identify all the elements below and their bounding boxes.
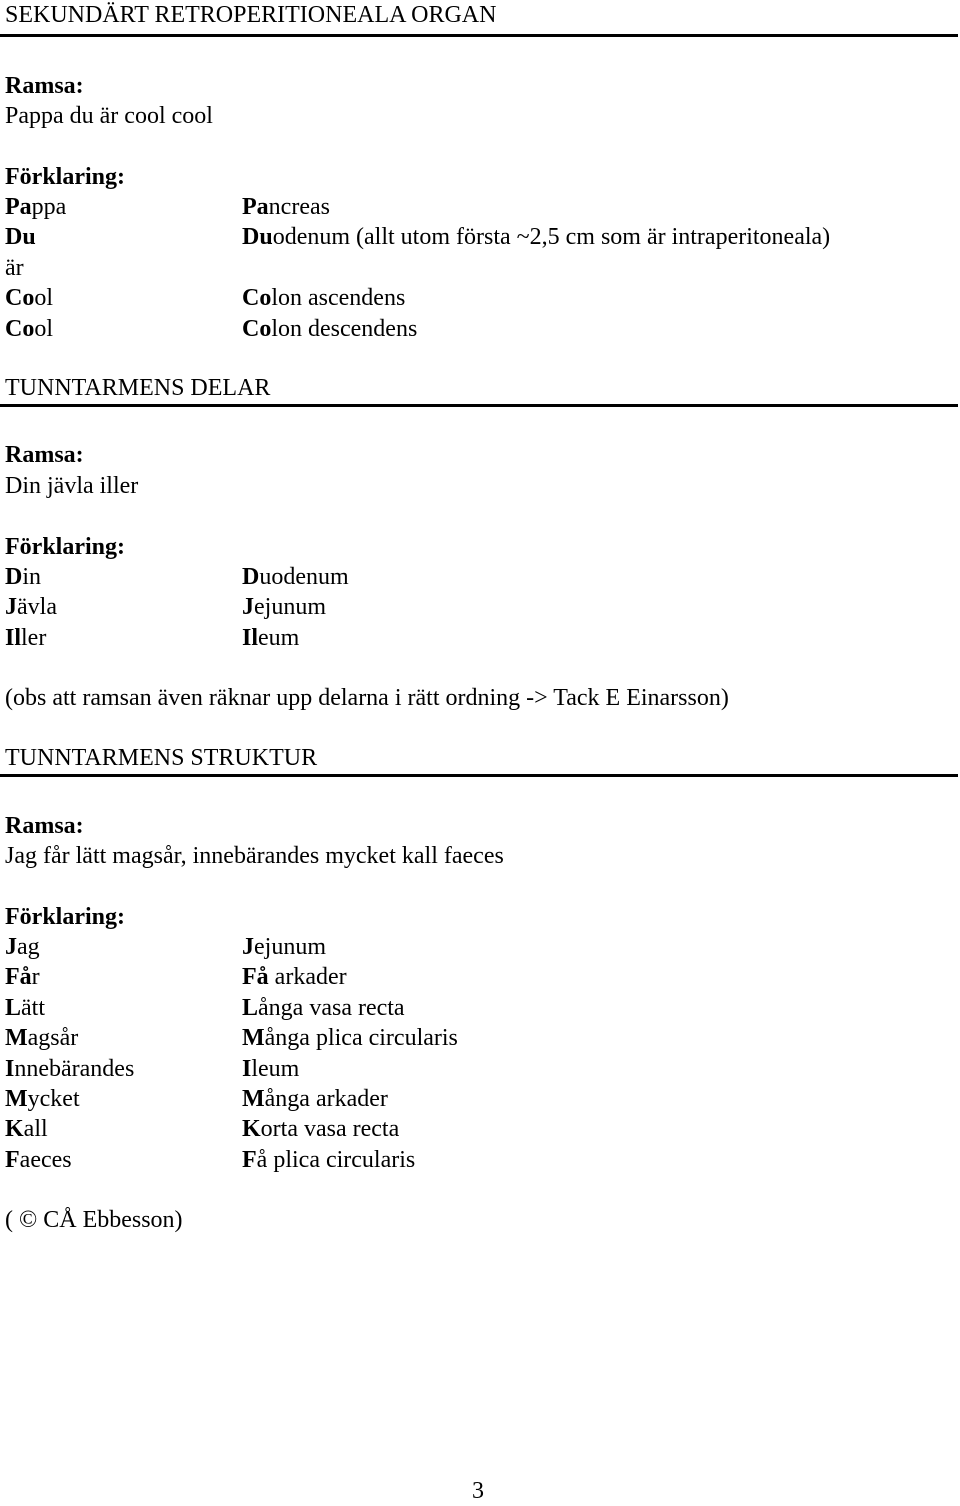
anatomy-term	[242, 562, 349, 592]
word-rest: orta vasa recta	[260, 1116, 400, 1143]
word-rest: nnebärandes	[14, 1055, 135, 1082]
mnemonic-word	[5, 592, 57, 622]
anatomy-term	[242, 932, 326, 962]
mnemonic-letters: K	[242, 1116, 261, 1143]
ramsa-text: Jag får lätt magsår, innebärandes mycket kall faeces	[5, 843, 504, 869]
footer-credit: ( © CÅ Ebbesson)	[5, 1207, 183, 1233]
anatomy-term	[242, 962, 347, 992]
mnemonic-letters: I	[5, 1055, 15, 1082]
mnemonic-letters: F	[5, 1146, 20, 1173]
word-rest: ejunum	[254, 594, 326, 621]
mnemonic-letters: Il	[5, 624, 22, 651]
mnemonic-letters: M	[242, 1025, 265, 1052]
anatomy-term	[242, 1084, 388, 1114]
page-number: 3	[472, 1478, 484, 1504]
section-heading: SEKUNDÄRT RETROPERITIONEALA ORGAN	[5, 2, 497, 28]
mnemonic-letters: Pa	[242, 194, 269, 220]
word-rest: all	[23, 1116, 48, 1143]
word-rest: ejunum	[254, 934, 326, 960]
heading-rule	[0, 34, 958, 37]
mnemonic-word	[5, 1084, 80, 1114]
mnemonic-word	[5, 1114, 48, 1144]
ramsa-text: Pappa du är cool cool	[5, 103, 213, 129]
section-heading: TUNNTARMENS STRUKTUR	[5, 745, 318, 771]
mnemonic-letters: Pa	[5, 194, 32, 220]
word-rest: arkader	[268, 964, 347, 991]
mnemonic-word	[5, 283, 53, 313]
anatomy-term	[242, 314, 417, 344]
word-rest: agsår	[27, 1025, 79, 1052]
anatomy-term	[242, 1054, 299, 1084]
ramsa-label: Ramsa:	[5, 442, 84, 468]
anatomy-term	[242, 623, 299, 653]
mnemonic-word	[5, 932, 40, 962]
mnemonic-letters: J	[242, 594, 254, 621]
word-rest: eum	[258, 624, 300, 651]
anatomy-term	[242, 283, 405, 313]
word-rest: in	[22, 564, 42, 590]
word-rest: uodenum	[259, 564, 349, 590]
ramsa-label: Ramsa:	[5, 73, 84, 99]
forklaring-label: Förklaring:	[5, 164, 125, 190]
mnemonic-letters: J	[242, 934, 254, 960]
mnemonic-letters: Du	[5, 224, 36, 251]
mnemonic-letters: D	[242, 564, 260, 590]
mnemonic-letters: Co	[242, 285, 272, 312]
mnemonic-word	[5, 623, 46, 653]
anatomy-term	[242, 192, 330, 222]
mnemonic-word	[5, 253, 24, 283]
heading-rule	[0, 404, 958, 407]
mnemonic-letters: Co	[5, 315, 35, 342]
mnemonic-word	[5, 192, 66, 222]
mnemonic-word	[5, 1054, 134, 1084]
mnemonic-letters: D	[5, 564, 23, 590]
word-rest: ånga arkader	[264, 1086, 388, 1112]
heading-rule	[0, 774, 958, 777]
mnemonic-letters: M	[242, 1086, 265, 1112]
word-rest: lon descendens	[271, 315, 418, 342]
mnemonic-word	[5, 222, 36, 252]
word-rest: leum	[251, 1055, 300, 1082]
section-heading: TUNNTARMENS DELAR	[5, 375, 271, 401]
mnemonic-letters: Få	[242, 964, 269, 991]
anatomy-term	[242, 1023, 458, 1053]
word-rest: ag	[17, 934, 40, 960]
mnemonic-word	[5, 993, 45, 1023]
mnemonic-letters: L	[5, 994, 22, 1021]
mnemonic-word	[5, 562, 41, 592]
word-rest: ävla	[17, 594, 57, 621]
word-rest: ycket	[27, 1086, 80, 1112]
mnemonic-word	[5, 1145, 72, 1175]
mnemonic-letters: L	[242, 994, 259, 1021]
mnemonic-letters: Il	[242, 624, 259, 651]
mnemonic-word	[5, 962, 40, 992]
word-rest: ånga vasa recta	[258, 994, 405, 1021]
word-rest: å plica circularis	[256, 1146, 416, 1173]
mnemonic-letters: I	[242, 1055, 252, 1082]
anatomy-term	[242, 222, 830, 252]
ramsa-label: Ramsa:	[5, 813, 84, 839]
word-rest: ol	[34, 315, 54, 342]
mnemonic-letters: M	[5, 1086, 28, 1112]
word-rest: ler	[21, 624, 47, 651]
mnemonic-word	[5, 1023, 78, 1053]
forklaring-label: Förklaring:	[5, 904, 125, 930]
mnemonic-letters: Få	[5, 964, 32, 991]
word-rest: r	[31, 964, 40, 991]
word-rest: ppa	[31, 194, 67, 220]
anatomy-term	[242, 592, 326, 622]
word-rest: odenum (allt utom första ~2,5 cm som är intraperitoneala)	[272, 224, 831, 251]
note-text: (obs att ramsan även räknar upp delarna i rätt ordning -> Tack E Einarsson)	[5, 685, 729, 711]
mnemonic-letters: J	[5, 934, 17, 960]
ramsa-text: Din jävla iller	[5, 473, 139, 499]
word-rest: ånga plica circularis	[264, 1025, 458, 1052]
anatomy-term	[242, 993, 405, 1023]
mnemonic-letters: M	[5, 1025, 28, 1052]
mnemonic-letters: Co	[242, 315, 272, 342]
mnemonic-letters: Co	[5, 285, 35, 312]
mnemonic-letters: J	[5, 594, 17, 621]
forklaring-label: Förklaring:	[5, 534, 125, 560]
mnemonic-letters: Du	[242, 224, 273, 251]
mnemonic-word	[5, 314, 53, 344]
word-rest: aeces	[19, 1146, 72, 1173]
anatomy-term	[242, 1114, 399, 1144]
anatomy-term	[242, 1145, 415, 1175]
word-rest: ol	[34, 285, 54, 312]
word-rest: ätt	[21, 994, 46, 1021]
word-rest: ncreas	[268, 194, 330, 220]
mnemonic-letters: K	[5, 1116, 24, 1143]
mnemonic-letters: F	[242, 1146, 257, 1173]
word-rest: lon ascendens	[271, 285, 406, 312]
word-rest: är	[5, 254, 24, 281]
